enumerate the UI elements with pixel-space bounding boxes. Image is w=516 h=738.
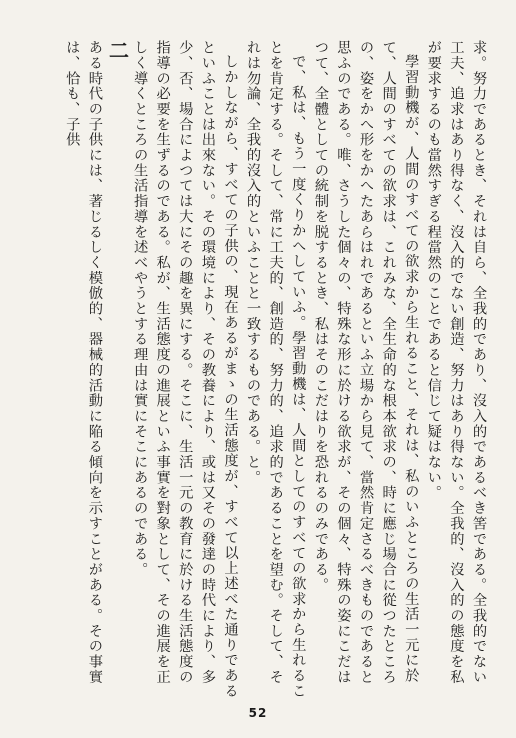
section-heading: 二 bbox=[105, 40, 130, 64]
paragraph-5: ある時代の子供には、著じるしく模倣的、器械的活動に陥る傾向を示すことがある。その事實は、恰も、子供 bbox=[64, 40, 103, 685]
vertical-text-body bbox=[26, 40, 490, 700]
paragraph-1: 求。努力であるとき、それは自ら、全我的であり、沒入的であるべき筈である。全我的でない工夫、追求はあり得なく、沒入的でない創造、努力はあり得ない。全我的、沒入的の態度を私が要求するのも當然すぎる程當然のことであると信じて疑はない。 bbox=[425, 40, 487, 685]
paragraph-4: しかしながら、すべての子供の、現在あるがまゝの生活態度が、すべて以上述べた通りであるといふことは出來ない。その環境により、その教養により、或は又その發達の時代により、多少、否、場合によつては大にその趣を異にする。そこに、生活一元の教育に於ける生活態度の指導の必要を生ずるのである。私が、生活態度の進展といふ事實を對象として、その進展を正しく導くところの生活指導を述べやうとする理由は實にそこにあるのである。 bbox=[132, 40, 239, 699]
paragraph-3: で、私は、もう一度くりかへしていふ。學習動機は、人間としてのすべての欲求から生れることを肯定する。そして、常に工夫的、創造的、努力的、追求的であることを望む。そして、それは勿論、全我的沒入的といふことと一致するものである。と。 bbox=[245, 40, 307, 699]
page-number: 52 bbox=[248, 706, 268, 720]
paragraph-2: 學習動機が、人間のすべての欲求から生れること、それは、私のいふところの生活一元に於て、人間のすべての欲求は、これみな、全生命的な根本欲求の、時に應じ場合に從つたところの、姿をかへ形をかへたあらはれであるといふ立場から見て、當然肯定さるべきものであると思ふのである。唯、さうした個々の、特殊な形に於ける欲求が、その個々、特殊の姿にこだはつて、全體としての統制を脱するとき、私はそのこだはりを恐れるのみである。 bbox=[312, 40, 420, 685]
